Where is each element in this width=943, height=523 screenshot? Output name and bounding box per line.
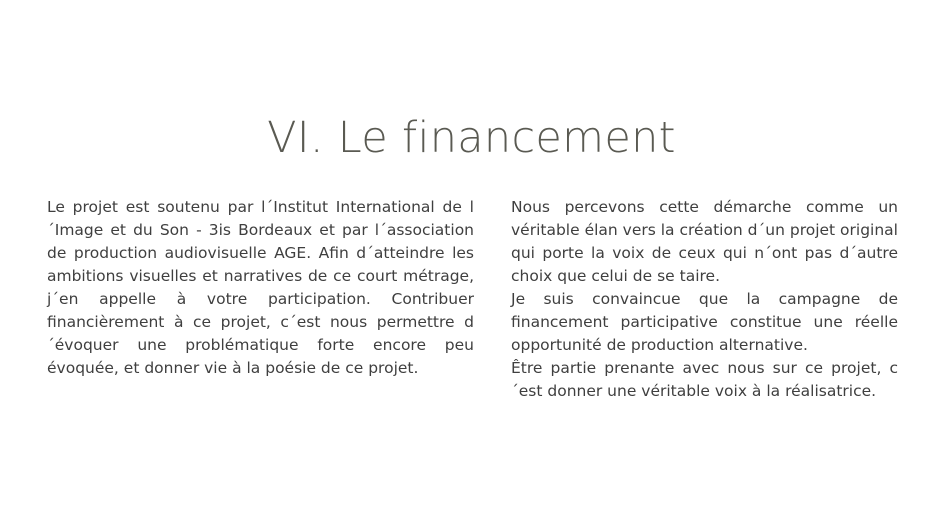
right-paragraph-1: Nous percevons cette démarche comme un véritable élan vers la création d´un projet original qui porte la voix de ceux qui n´ont pas d´autre choix que celui de se taire. xyxy=(511,198,898,285)
right-paragraph-3: Être partie prenante avec nous sur ce projet, c´est donner une véritable voix à la réalisatrice. xyxy=(511,359,898,400)
left-paragraph: Le projet est soutenu par l´Institut International de l´Image et du Son - 3is Bordeaux et par l´association de production audiovisuelle AGE. Afin d´atteindre les ambitions visuelles et narratives de ce court métrage, j´en appelle à votre participation. Contribuer financièrement à ce projet, c´est nous permettre d´évoquer une problématique forte encore peu évoquée, et donner vie à la poésie de ce projet. xyxy=(47,198,474,377)
page-title: VI. Le financement xyxy=(267,113,676,163)
right-paragraph-2: Je suis convaincue que la campagne de financement participative constitue une réelle opportunité de production alternative. xyxy=(511,290,898,354)
right-column xyxy=(511,196,898,403)
left-column xyxy=(47,196,474,380)
